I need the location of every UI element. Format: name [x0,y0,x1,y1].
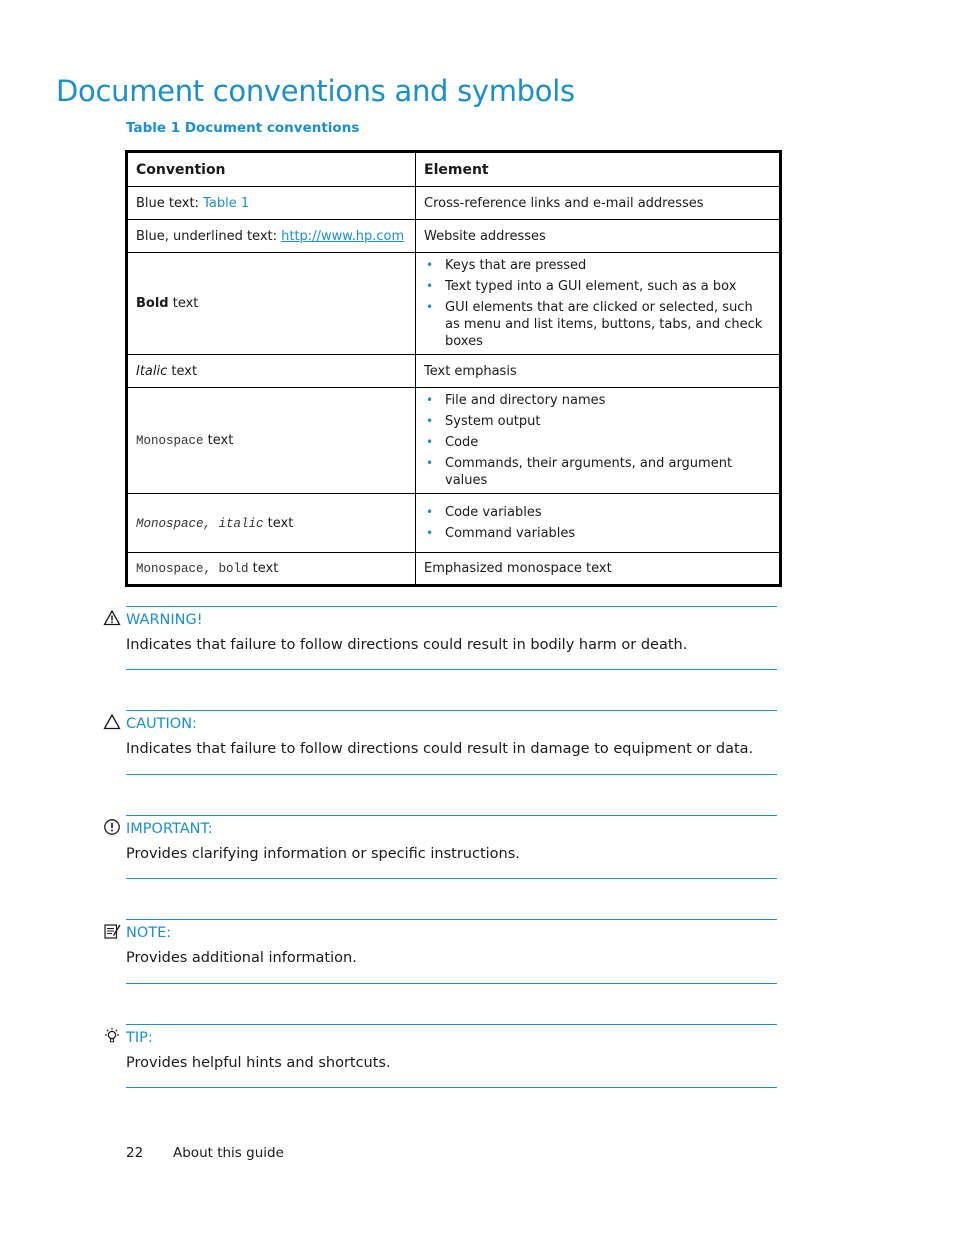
bullet-icon: • [426,456,434,470]
warning-label: WARNING! [126,612,203,628]
bullet-icon: • [426,279,434,293]
convention-cell [127,388,416,494]
list-item: • Code [426,435,479,450]
table-row [127,253,781,355]
list-item: • GUI elements that are clicked or selected, such as menu and list items, buttons, tabs, and check boxes [426,300,763,349]
list-item: • Command variables [426,526,576,541]
table-row [127,388,781,494]
bullet-icon: • [426,258,434,272]
element-cell [416,388,781,494]
hp-website-link[interactable]: http://www.hp.com [281,228,405,244]
footer-section-title: About this guide [173,1145,284,1161]
table-row [127,355,781,388]
note-notice [126,919,777,984]
bullet-icon: • [426,300,434,314]
tip-lightbulb-icon [103,1027,121,1045]
list-item: • Commands, their arguments, and argument values [426,456,733,488]
bullet-icon: • [426,393,434,407]
convention-cell [127,220,416,253]
warning-text: Indicates that failure to follow directions could result in bodily harm or death. [126,637,688,653]
bullet-icon: • [426,435,434,449]
header-element: Element [416,152,781,187]
convention-text: text [203,433,234,448]
table-caption: Table 1 Document conventions [126,120,360,136]
convention-cell [127,187,416,220]
page-title: Document conventions and symbols [56,74,575,108]
monospace-sample: Monospace [136,434,204,448]
element-cell: Emphasized monospace text [416,553,781,586]
warning-notice [126,606,777,670]
convention-text: Blue text: [136,195,204,211]
convention-text: Blue, underlined text: [136,228,282,244]
element-cell: Cross-reference links and e-mail addresses [416,187,781,220]
important-text: Provides clarifying information or specific instructions. [126,846,520,862]
list-item: • Code variables [426,505,542,520]
element-cell: Text emphasis [416,355,781,388]
note-pad-icon [103,922,121,940]
element-list [424,392,771,489]
list-item: • File and directory names [426,393,606,408]
caution-text: Indicates that failure to follow directions could result in damage to equipment or data. [126,741,754,757]
table-row [127,494,781,553]
convention-text: text [263,515,294,531]
convention-cell [127,494,416,553]
convention-cell [127,253,416,355]
warning-triangle-icon [103,609,121,627]
table-row [127,220,781,253]
monospace-italic-sample: Monospace, italic [136,516,264,531]
convention-cell [127,355,416,388]
bold-sample: Bold [136,296,169,311]
element-cell [416,494,781,553]
convention-cell [127,553,416,586]
list-item: • Keys that are pressed [426,258,587,273]
note-label: NOTE: [126,925,172,941]
note-text: Provides additional information. [126,950,357,966]
important-notice [126,815,777,879]
tip-text: Provides helpful hints and shortcuts. [126,1055,391,1071]
table-row [127,553,781,586]
tip-label: TIP: [126,1030,153,1046]
tip-notice [126,1024,777,1088]
page-number: 22 [126,1145,144,1161]
table-header-row [127,152,781,187]
monospace-bold-sample: Monospace, bold [136,562,249,576]
bullet-icon: • [426,505,434,519]
important-exclamation-icon [103,818,121,836]
caution-triangle-icon [103,713,121,731]
element-list [424,257,771,350]
important-label: IMPORTANT: [126,821,213,837]
element-list [424,504,771,542]
convention-text: text [167,363,198,379]
element-cell [416,253,781,355]
list-item: • Text typed into a GUI element, such as a box [426,279,737,294]
caution-label: CAUTION: [126,716,197,732]
convention-text: text [248,561,279,576]
header-convention: Convention [127,152,416,187]
list-item: • System output [426,414,541,429]
table-row [127,187,781,220]
bullet-icon: • [426,414,434,428]
convention-text: text [168,296,199,311]
caution-notice [126,710,777,775]
table-1-link[interactable]: Table 1 [203,195,250,211]
conventions-table [125,150,782,587]
italic-sample: Italic [136,363,168,379]
bullet-icon: • [426,526,434,540]
element-cell: Website addresses [416,220,781,253]
